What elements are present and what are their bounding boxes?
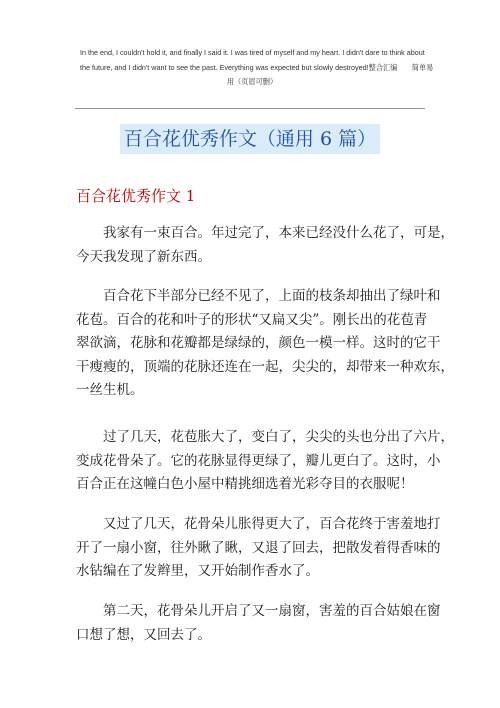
paragraph-line: 开了一扇小窗，往外瞅了瞅，又退了回去，把散发着得香味的 (76, 539, 441, 556)
header-line: 用（页眉可删） (226, 77, 278, 86)
paragraph-line: 翠欲滴，花脉和花瓣都是绿绿的，颜色一模一样。这时的它干 (76, 335, 441, 351)
paragraph-line: 今天我发现了新东西。 (76, 248, 211, 265)
paragraph (76, 426, 454, 497)
paragraph (76, 222, 454, 269)
header-line: the future, and I didn't want to see the past. Everything was expected but slowly destroyed!整合汇编 简单易 (80, 62, 434, 72)
paragraph-line: 变成花骨朵了。它的花脉显得更绿了，瓣儿更白了。这时，小 (76, 452, 441, 469)
section-heading: 百合花优秀作文 1 (76, 187, 196, 205)
page-header (80, 46, 434, 90)
paragraph-line: 第二天，花骨朵儿开启了又一扇窗，害羞的百合姑娘在窗 (76, 603, 441, 619)
paragraph-line: 口想了想，又回去了。 (76, 626, 211, 643)
paragraph (76, 600, 441, 647)
document-title: 百合花优秀作文（通用 6 篇） (123, 128, 377, 150)
paragraph (76, 285, 454, 403)
paragraph-line: 干瘦瘦的，顶端的花脉还连在一起，尖尖的，却带来一种欢东， (76, 358, 454, 375)
paragraph-line: 我家有一束百合。年过完了，本来已经没什么花了，可是， (76, 225, 454, 241)
paragraph-line: 花苞。百合的花和叶子的形状“又扁又尖”。刚长出的花苞青 (76, 311, 428, 328)
paragraph-line: 百合花下半部分已经不见了，上面的枝条却抽出了绿叶和 (76, 288, 441, 304)
paragraph-line: 又过了几天，花骨朵儿胀得更大了，百合花终于害羞地打 (76, 516, 441, 532)
paragraph-line: 过了几天，花苞胀大了，变白了，尖尖的头也分出了六片， (76, 429, 454, 445)
header-line: In the end, I couldn't hold it, and finally I said it. I was tired of myself and my heart. I didn't dare to think about (80, 48, 425, 57)
paragraph (76, 513, 441, 584)
paragraph-line: 水钻编在了发辫里，又开始制作香水了。 (76, 563, 319, 579)
paragraph-line: 一丝生机。 (76, 382, 144, 398)
paragraph-line: 百合正在这幢白色小屋中精挑细选着光彩夺目的衣服呢！ (76, 476, 414, 492)
header-divider (75, 108, 425, 109)
